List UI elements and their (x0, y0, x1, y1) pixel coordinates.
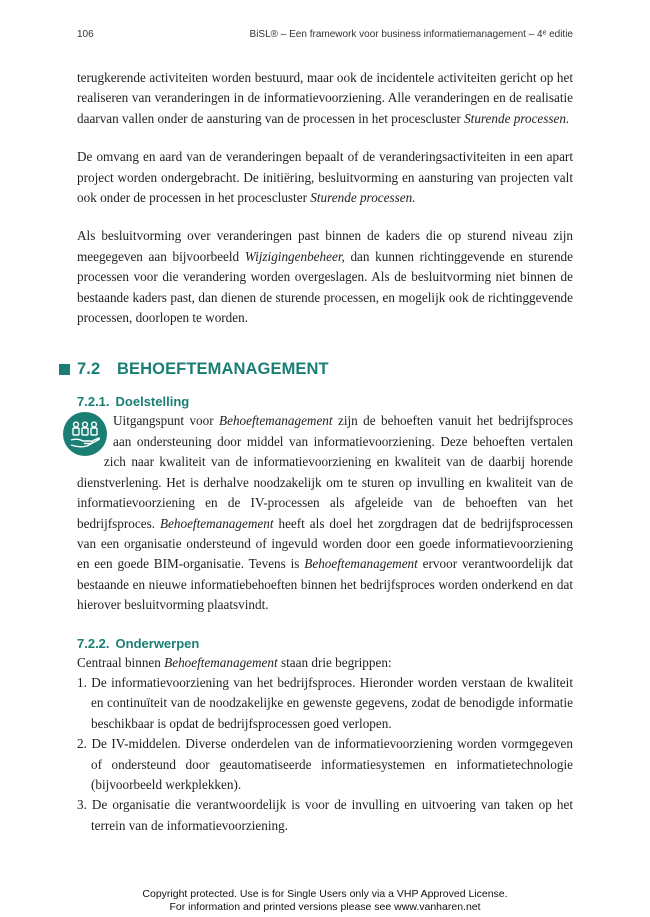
subsection-number: 7.2.2. (77, 635, 110, 651)
subsection-number: 7.2.1. (77, 394, 110, 410)
list-item: 1. De informatievoorziening van het bedrijfsproces. Hieronder worden verstaan de kwaliteit en continuïteit van de noodzakelijke en gewenste gegevens, zodat de benodigde informatie beschikbaar is opdat de bedrijfsprocessen goed verlopen. (77, 674, 573, 731)
text: zijn de behoeften vanuit het bedrijfsproces aan ondersteuning door middel van informatievoorziening. Deze behoeften vertalen zich naar kwaliteit van de informatievoorziening en kwaliteit van de daarbij horende dienstverlening. Het is derhalve noodzakelijk om te sturen op invulling en kwaliteit van de informatievoorziening en de IV-processen als afgeleide van de behoeften van het bedrijfsproces. (77, 413, 573, 531)
emphasis: Sturende processen. (464, 110, 570, 126)
text: De omvang en aard van de veranderingen bepaalt of de veranderingsactiviteiten in een apart project worden ondergebracht. De initiëring, besluitvorming en aansturing van projecten valt ook onder de processen in het procescluster (77, 149, 573, 206)
text: Centraal binnen (77, 654, 165, 670)
onderwerpen-intro (77, 653, 573, 673)
emphasis: Sturende processen. (310, 190, 416, 206)
text: dan kunnen richtinggevende en sturende processen voor die verandering worden overgeslagen. Als de besluitvorming niet binnen de bestaande kaders past, dan dienen de sturende processen, en mogelijk ook de richtinggevende processen, doorlopen te worden. (77, 248, 574, 326)
text: ervoor verantwoordelijk dat bestaande en nieuwe informatiebehoeften binnen het bedrijfsproces worden onderkend en dat hierover besluitvorming plaatsvindt. (77, 556, 573, 613)
running-title: BiSL® – Een framework voor business informatiemanagement – 4ᵉ editie (249, 29, 573, 40)
onderwerpen-list (77, 673, 573, 836)
subsection-title: Doelstelling (115, 394, 190, 410)
emphasis: Behoeftemanagement (219, 413, 333, 429)
section-title: BEHOEFTEMANAGEMENT (117, 360, 329, 379)
doelstelling-paragraph (77, 411, 573, 615)
copyright-footer (0, 888, 650, 913)
running-header (77, 29, 573, 40)
text: terugkerende activiteiten worden bestuurd, maar ook de incidentele activiteiten gericht op het realiseren van veranderingen in de informatievoorziening. Alle veranderingen en de realisatie daarvan vallen onder de aansturing van de processen in het procescluster (77, 70, 573, 126)
list-item: 2. De IV-middelen. Diverse onderdelen van de informatievoorziening worden vormgegeven of ondersteund door geautomatiseerde informatiesystemen en informatietechnologie (bijvoorbeeld werkplekken). (77, 736, 573, 792)
text: staan drie begrippen: (277, 654, 392, 670)
people-on-hand-icon (63, 412, 107, 456)
list-item: 3. De organisatie die verantwoordelijk is voor de invulling en uitvoering van taken op het terrein van de informatievoorziening. (77, 797, 573, 833)
text: Als besluitvorming over veranderingen past binnen de kaders die op sturend niveau zijn meegegeven aan bijvoorbeeld (77, 228, 573, 264)
emphasis: Wijzigingenbeheer, (244, 248, 345, 264)
intro-paragraph-1 (77, 68, 573, 129)
page-number: 106 (77, 29, 94, 40)
emphasis: Behoeftemanagement (159, 515, 274, 531)
subsection-heading-doelstelling (77, 394, 573, 409)
subsection-title: Onderwerpen (115, 635, 200, 651)
section-square-icon (59, 364, 70, 375)
page-body (77, 68, 573, 836)
emphasis: Behoeftemanagement (164, 654, 278, 670)
subsection-heading-onderwerpen (77, 636, 573, 651)
intro-paragraph-2 (77, 147, 573, 208)
section-heading (59, 360, 573, 379)
footer-line-2: For information and printed versions please see www.vanharen.net (169, 900, 481, 913)
emphasis: Behoeftemanagement (304, 556, 418, 572)
text: Uitgangspunt voor (113, 413, 220, 429)
footer-line-1: Copyright protected. Use is for Single Users only via a VHP Approved License. (142, 888, 508, 900)
section-number: 7.2 (77, 360, 101, 379)
intro-paragraph-3 (77, 226, 573, 328)
text: heeft als doel het zorgdragen dat de bedrijfsprocessen van een organisatie ondersteund of ingevuld worden door een goede informatievoorziening en een goede BIM-organisatie. Tevens is (77, 515, 573, 572)
